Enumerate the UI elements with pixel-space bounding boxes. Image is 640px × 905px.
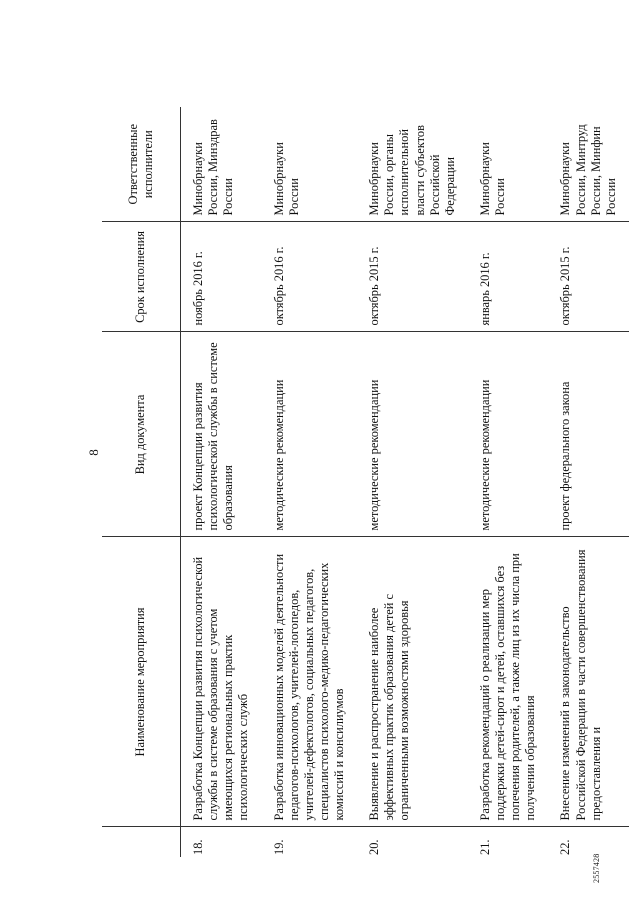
deadline: октябрь 2016 г. [262,222,358,332]
table-header-row [102,107,181,857]
measures-table [102,107,629,857]
table-row [262,107,358,857]
document-type: проект федерального закона [548,332,629,537]
page-number: 8 [86,449,101,456]
deadline: октябрь 2015 г. [548,222,629,332]
row-number: 18. [191,839,205,855]
row-number: 22. [558,839,573,855]
header-deadline: Срок исполнения [102,222,181,332]
header-document-type: Вид документа [102,332,181,537]
table-row [548,107,629,857]
measure-name: Разработка Концепции развития психологической службы в системе образования с учетом имеющихся региональных практик психологических служб [181,537,262,827]
rotated-content [20,20,620,885]
document-type: методические рекомендации [468,332,549,537]
measure-name: Внесение изменений в законодательство Российской Федерации в части совершенствования предоставления и [548,537,629,827]
document-page [20,20,620,885]
row-number: 19. [271,839,286,855]
responsible: Минобрнауки России [262,107,358,222]
document-type: методические рекомендации [357,332,468,537]
responsible: Минобрнауки России, органы исполнительной власти субъектов Российской Федерации [357,107,468,222]
responsible: Минобрнауки России [468,107,549,222]
document-id: 2557428 [592,853,601,883]
document-type: проект Концепции развития психологической службы в системе образования [181,332,262,537]
responsible: Минобрнауки России, Минздрав России [181,107,262,222]
measure-name: Разработка инновационных моделей деятельности педагогов-психологов, учителей-логопедов, учителей-дефектологов, социальных педагогов, специалистов психолого-медико-педагогических комиссий и консилиумов [262,537,358,827]
measure-name: Выявление и распространение наиболее эффективных практик образования детей с ограниченными возможностями здоровья [357,537,468,827]
measure-name: Разработка рекомендаций о реализации мер поддержки детей-сирот и детей, оставшихся без попечения родителей, а также лиц из их числа при получении образования [468,537,549,827]
row-number: 21. [477,839,492,855]
responsible: Минобрнауки России, Минтруд России, Минфин России [548,107,629,222]
header-number [102,827,181,857]
table-row [357,107,468,857]
deadline: ноябрь 2016 г. [181,222,262,332]
deadline: январь 2016 г. [468,222,549,332]
header-measure-name: Наименование мероприятия [102,537,181,827]
deadline: октябрь 2015 г. [357,222,468,332]
row-number: 20. [367,839,382,855]
header-responsible: Ответственные исполнители [102,107,181,222]
table-row [468,107,549,857]
table-row [181,107,262,857]
document-type: методические рекомендации [262,332,358,537]
